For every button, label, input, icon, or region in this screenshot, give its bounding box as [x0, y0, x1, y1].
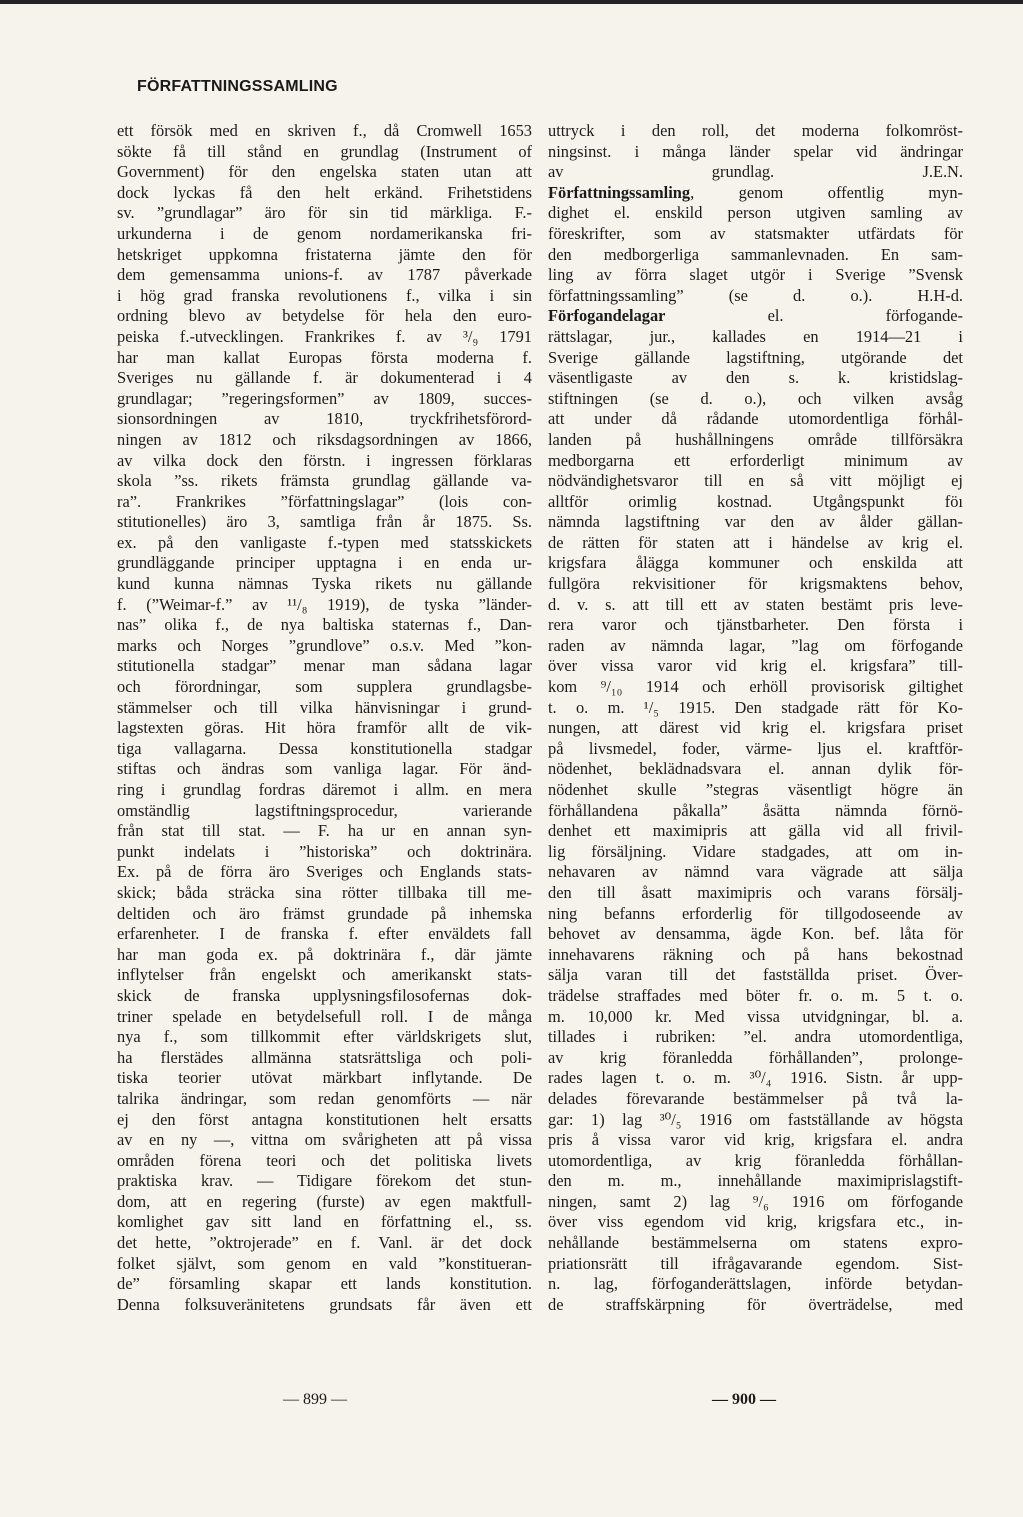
text-line: ling av förra slaget utgör i Sverige ”Svensk [548, 265, 963, 285]
text-line: inflytelser från engelskt och amerikanskt stats- [117, 965, 532, 985]
text-line: gar: 1) lag ³⁰/₅ 1916 om fastställande av högsta [548, 1109, 963, 1129]
text-line: komlighet gav sitt land en författning el., ss. [117, 1212, 532, 1232]
text-line: medborgarna ett erforderligt minimum av [548, 450, 963, 470]
text-line: stämmelser och till vilka hänvisningar i grund- [117, 697, 532, 717]
text-line: grundlagar; ”regeringsformen” av 1809, succes- [117, 388, 532, 408]
left-column [117, 121, 532, 1315]
text-line: Ex. på de förra äro Sveriges och Englands stats- [117, 862, 532, 882]
text-line: m. 10,000 kr. Med vissa utvidgningar, bl. a. [548, 1006, 963, 1026]
text-line: priationsrätt till ifrågavarande egendom. Sist- [548, 1253, 963, 1273]
text-line: denhet ett maximipris att gälla vid all frivil- [548, 821, 963, 841]
text-line: sionsordningen av 1810, tryckfrihetsförord- [117, 409, 532, 429]
text-line: nya f., som tillkommit efter världskrigets slut, [117, 1027, 532, 1047]
page-number-right: — 900 — [712, 1391, 776, 1408]
text-line: folket självt, som genom en vald ”konstitueran- [117, 1253, 532, 1273]
text-line: t. o. m. ¹/₅ 1915. Den stadgade rätt för Ko- [548, 697, 963, 717]
text-line: punkt indelats i ”historiska” och doktrinära. [117, 841, 532, 861]
text-line: dock lyckas få den helt erkänd. Frihetstidens [117, 182, 532, 202]
text-line: lig försäljning. Vidare stadgades, att om in- [548, 841, 963, 861]
text-line: från stat till stat. — F. ha ur en annan syn- [117, 821, 532, 841]
text-line: nödvändighetsvaror till en så vitt möjligt ej [548, 471, 963, 491]
text-line: av krig föranledda förhållanden”, prolonge- [548, 1047, 963, 1067]
text-line: urkunderna i de genom nordamerikanska fri- [117, 223, 532, 243]
text-line: alltför orimlig kostnad. Utgångspunkt föı [548, 491, 963, 511]
text-line: ra”. Frankrikes ”författningslagar” (lois con- [117, 491, 532, 511]
text-line: lagstexten göras. Hit höra framför allt de vik- [117, 718, 532, 738]
text-line: nehållande bestämmelserna om statens expro- [548, 1233, 963, 1253]
text-line: ha flerstädes allmänna statsrättsliga och poli- [117, 1047, 532, 1067]
text-line: grundläggande principer upptagna i en enda ur- [117, 553, 532, 573]
text-line: uttryck i den roll, det moderna folkomröst- [548, 121, 963, 140]
text-line: Författningssamling, genom offentlig myn- [548, 182, 963, 202]
text-line: över vissa varor vid krig el. krigsfara” till- [548, 656, 963, 676]
text-line: omständlig lagstiftningsprocedur, varierande [117, 800, 532, 820]
text-line: de rätten för staten att i händelse av krig el. [548, 532, 963, 552]
text-line: sälja varan till det fastställda priset. Över- [548, 965, 963, 985]
text-line: kom ⁹/₁₀ 1914 och erhöll provisorisk giltighet [548, 677, 963, 697]
text-line: nungen, att därest vid krig el. krigsfara priset [548, 718, 963, 738]
page-number-left: — 899 — [283, 1391, 347, 1408]
text-line: innehavarens räkning och på hans bekostnad [548, 944, 963, 964]
text-line: sv. ”grundlagar” äro för sin tid märkliga. F.- [117, 203, 532, 223]
text-line: tiska teorier utövat märkbart inflytande. De [117, 1068, 532, 1088]
text-line: krigsfara ålägga kommuner och enskilda att [548, 553, 963, 573]
text-line: på livsmedel, foder, värme- ljus el. kraftför- [548, 738, 963, 758]
text-line: områden förena teori och det politiska livets [117, 1150, 532, 1170]
text-line: rättslagar, jur., kallades en 1914—21 i [548, 326, 963, 346]
text-line: av en ny —, vittna om svårigheten att på vissa [117, 1130, 532, 1150]
text-line: Förfogandelagar el. förfogande- [548, 306, 963, 326]
text-line: i hög grad franska revolutionens f., vilka i sin [117, 285, 532, 305]
text-line: av vilka dock den förstn. i ingressen förklaras [117, 450, 532, 470]
text-line: att under då rådande utomordentliga förhål- [548, 409, 963, 429]
text-line: ning befanns erforderlig för tillgodoseende av [548, 903, 963, 923]
text-line: ningen av 1812 och riksdagsordningen av 1866, [117, 429, 532, 449]
text-line: stitutionelles) äro 3, samtliga från år 1875. Ss. [117, 512, 532, 532]
text-line: det hette, ”oktrojerade” en f. Vanl. är det dock [117, 1233, 532, 1253]
text-line: den till åsatt maximipris och varans försälj- [548, 882, 963, 902]
text-line: rera varor och tjänstbarheter. Den första i [548, 615, 963, 635]
text-line: tiga vallagarna. Dessa konstitutionella stadgar [117, 738, 532, 758]
text-line: Denna folksuveränitetens grundsats får även ett [117, 1294, 532, 1314]
text-line: nödenhet skulle ”stegras väsentligt högre än [548, 780, 963, 799]
text-line: Sverige gällande lagstiftning, utgörande det [548, 347, 963, 367]
text-line: delades förevarande bestämmelser på två la- [548, 1088, 963, 1108]
text-line: stitutionella stadgar” menar man sådana lagar [117, 656, 532, 676]
text-line: skick de franska upplysningsfilosofernas dok- [117, 985, 532, 1005]
text-line: Sveriges nu gällande f. är dokumenterad i 4 [117, 368, 532, 388]
text-line: har man goda ex. på doktrinära f., där jämte [117, 944, 532, 964]
text-line: erfarenheter. I de franska f. efter enväldets fall [117, 924, 532, 944]
text-line: praktiska krav. — Tidigare förekom det stun- [117, 1171, 532, 1191]
text-line: ett försök med en skriven f., då Cromwell 1653 [117, 121, 532, 140]
text-line: raden av nämnda lagar, ”lag om förfogande [548, 635, 963, 655]
text-line: nehavaren av nämnd vara vägrade att sälja [548, 862, 963, 882]
text-line: ej den först antagna konstitutionen helt ersatts [117, 1109, 532, 1129]
text-line: triner spelade en betydelsefull roll. I de många [117, 1006, 532, 1026]
entry-headword: Författningssamling [548, 182, 691, 202]
text-line: marks och Norges ”grundlove” o.s.v. Med ”kon- [117, 635, 532, 655]
text-line: dom, att en regering (furste) av egen maktfull- [117, 1191, 532, 1211]
text-line: tillades i rubriken: ”el. andra utomordentliga, [548, 1027, 963, 1047]
text-line: skola ”ss. rikets främsta grundlag gällande va- [117, 471, 532, 491]
right-column [548, 121, 963, 1315]
entry-headword: Förfogandelagar [548, 306, 666, 326]
text-line: föreskrifter, som av statsmakter utfärdats för [548, 223, 963, 243]
text-line: ningen, samt 2) lag ⁹/₆ 1916 om förfogande [548, 1191, 963, 1211]
text-line: de straffskärpning för överträdelse, med [548, 1294, 963, 1314]
text-line: ex. på den vanligaste f.-typen med statsskickets [117, 532, 532, 552]
text-line: dighet el. enskild person utgiven samling av [548, 203, 963, 223]
running-header: FÖRFATTNINGSSAMLING [137, 78, 338, 95]
text-line: d. v. s. att till ett av staten bestämt pris leve- [548, 594, 963, 614]
text-line: nämnda lagstiftning var den av ålder gällan- [548, 512, 963, 532]
text-line: fullgöra rekvisitioner för krigsmaktens behov, [548, 574, 963, 594]
text-line: förhållandena påkalla” åsätta nämnda förnö- [548, 800, 963, 820]
text-line: sökte få till stånd en grundlag (Instrument of [117, 141, 532, 161]
text-line: rades lagen t. o. m. ³⁰/₄ 1916. Sistn. år upp- [548, 1068, 963, 1088]
text-line: stiftas och ändras som vanliga lagar. För änd- [117, 759, 532, 779]
text-line: ningsinst. i många länder spelar vid ändringar [548, 141, 963, 161]
text-line: den m. m., innehållande maximiprislagstift- [548, 1171, 963, 1191]
top-border [0, 0, 1023, 4]
text-line: stiftningen (se d. o.), och vilken avsåg [548, 388, 963, 408]
text-line: och förordningar, som supplera grundlagsbe- [117, 677, 532, 697]
text-line: Government) för den engelska staten utan att [117, 162, 532, 182]
text-line: peiska f.-utvecklingen. Frankrikes f. av ³/₉ 1791 [117, 326, 532, 346]
text-line: utomordentliga, av krig föranledda förhållan- [548, 1150, 963, 1170]
text-line: har man kallat Europas första moderna f. [117, 347, 532, 367]
text-line: trädelse straffades med böter fr. o. m. 5 t. o. [548, 985, 963, 1005]
text-line: kund kunna nämnas Tyska rikets nu gällande [117, 574, 532, 594]
text-line: deltiden och äro främst grundade på inhemska [117, 903, 532, 923]
text-line: över viss egendom vid krig, krigsfara etc., in- [548, 1212, 963, 1232]
text-line: skick; båda sträcka sina rötter tillbaka till me- [117, 882, 532, 902]
text-line: behovet av densamma, ägde Kon. bef. låta för [548, 924, 963, 944]
text-line: pris å vissa varor vid krig, krigsfara el. andra [548, 1130, 963, 1150]
text-line: n. lag, förfoganderättslagen, införde betydan- [548, 1274, 963, 1294]
text-line: ring i grundlag fordras däremot i allm. en mera [117, 780, 532, 799]
text-line: f. (”Weimar-f.” av ¹¹/₈ 1919), de tyska ”länder- [117, 594, 532, 614]
text-line: de” församling skapar ett lands konstitution. [117, 1274, 532, 1294]
text-line: den medborgerliga sammanlevnaden. En sam- [548, 244, 963, 264]
text-line: författningssamling” (se d. o.). H.H-d. [548, 285, 963, 305]
text-line: nödenhet, beklädnadsvara el. annan dylik för- [548, 759, 963, 779]
text-line: nas” olika f., de nya baltiska staternas f., Dan- [117, 615, 532, 635]
text-line: väsentligaste av den s. k. kristidslag- [548, 368, 963, 388]
text-line: talrika ändringar, som redan genomförts — när [117, 1088, 532, 1108]
text-line: av grundlag. J.E.N. [548, 162, 963, 182]
text-line: dem gemensamma unions-f. av 1787 påverkade [117, 265, 532, 285]
text-line: ordning blevo av betydelse för hela den euro- [117, 306, 532, 326]
text-line: landen på hushållningens område tillförsäkra [548, 429, 963, 449]
text-line: hetskriget uppkomna fristaterna jämte den för [117, 244, 532, 264]
